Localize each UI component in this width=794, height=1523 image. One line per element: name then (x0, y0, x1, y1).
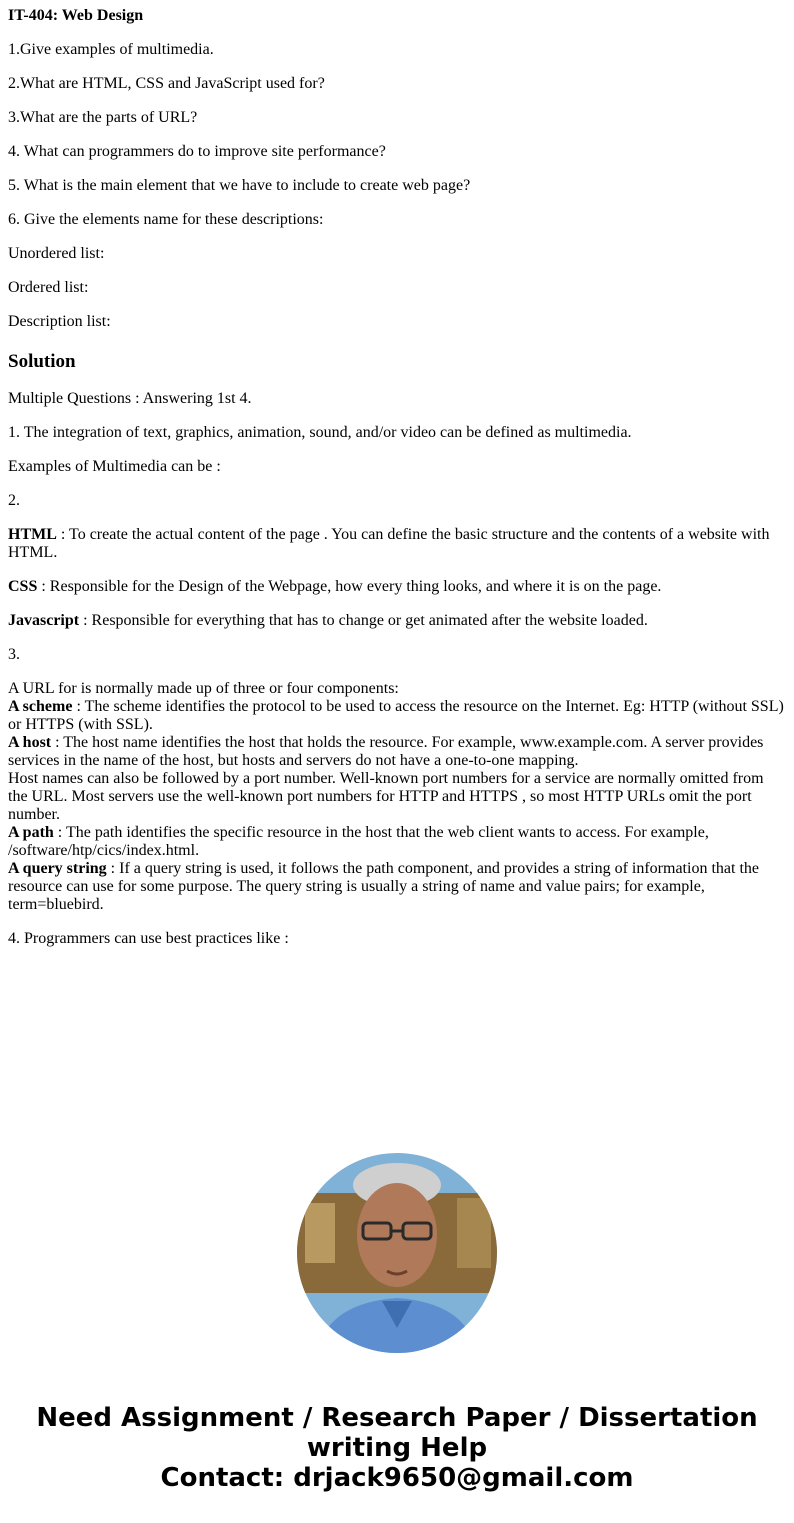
question-5: 5. What is the main element that we have to include to create web page? (8, 177, 471, 194)
footer-contact: Contact: drjack9650@gmail.com (160, 1463, 634, 1493)
answer-css (8, 578, 786, 596)
path-text: : The path identifies the specific resource in the host that the web client wants to access. For example, /software/htp/cics/index.html. (8, 824, 709, 859)
url-intro: A URL for is normally made up of three or four components: (8, 680, 399, 697)
question-2: 2.What are HTML, CSS and JavaScript used for? (8, 75, 325, 92)
footer-banner (0, 1403, 794, 1493)
answer-4: 4. Programmers can use best practices like : (8, 930, 289, 947)
html-text: : To create the actual content of the page . You can define the basic structure and the contents of a website with HTML. (8, 526, 770, 561)
answer-3-block (8, 680, 786, 914)
answer-javascript (8, 612, 786, 630)
html-label: HTML (8, 526, 57, 543)
css-text: : Responsible for the Design of the Webpage, how every thing looks, and where it is on the page. (37, 578, 662, 595)
solution-heading: Solution (8, 351, 76, 372)
question-6: 6. Give the elements name for these descriptions: (8, 211, 324, 228)
query-text: : If a query string is used, it follows the path component, and provides a string of information that the resource can use for some purpose. The query string is usually a string of name and value pairs; for example, term=bluebird. (8, 860, 759, 913)
answer-1-examples: Examples of Multimedia can be : (8, 458, 221, 475)
question-ordered-list: Ordered list: (8, 279, 89, 296)
solution-intro: Multiple Questions : Answering 1st 4. (8, 390, 252, 407)
url-host (8, 734, 786, 770)
question-4: 4. What can programmers do to improve site performance? (8, 143, 386, 160)
question-3: 3.What are the parts of URL? (8, 109, 198, 126)
javascript-text: : Responsible for everything that has to change or get animated after the website loaded. (79, 612, 648, 629)
answer-3-number: 3. (8, 646, 20, 663)
css-label: CSS (8, 578, 38, 595)
answer-html (8, 526, 786, 562)
portrait-image (297, 1153, 497, 1353)
answer-1: 1. The integration of text, graphics, animation, sound, and/or video can be defined as multimedia. (8, 424, 632, 441)
scheme-text: : The scheme identifies the protocol to be used to access the resource on the Internet. Eg: HTTP (without SSL) or HTTPS (with SSL). (8, 698, 784, 733)
host-text: : The host name identifies the host that holds the resource. For example, www.example.com. A server provides services in the name of the host, but hosts and servers do not have a one-to-one mapping. (8, 734, 764, 769)
path-label: A path (8, 824, 54, 841)
page-title: IT-404: Web Design (8, 7, 144, 24)
footer-line-2: writing Help (306, 1433, 488, 1463)
footer-line-1: Need Assignment / Research Paper / Dissertation (36, 1403, 758, 1433)
query-label: A query string (8, 860, 107, 877)
scheme-label: A scheme (8, 698, 73, 715)
url-host-port: Host names can also be followed by a port number. Well-known port numbers for a service are normally omitted from the URL. Most servers use the well-known port numbers for HTTP and HTTPS , so most HTTP URLs omit the port number. (8, 770, 764, 823)
question-unordered-list: Unordered list: (8, 245, 105, 262)
url-scheme (8, 698, 786, 734)
url-query-string (8, 860, 786, 914)
javascript-label: Javascript (8, 612, 80, 629)
url-path (8, 824, 786, 860)
host-label: A host (8, 734, 52, 751)
question-description-list: Description list: (8, 313, 111, 330)
author-portrait (297, 1153, 497, 1353)
question-1: 1.Give examples of multimedia. (8, 41, 214, 58)
answer-2-number: 2. (8, 492, 20, 509)
